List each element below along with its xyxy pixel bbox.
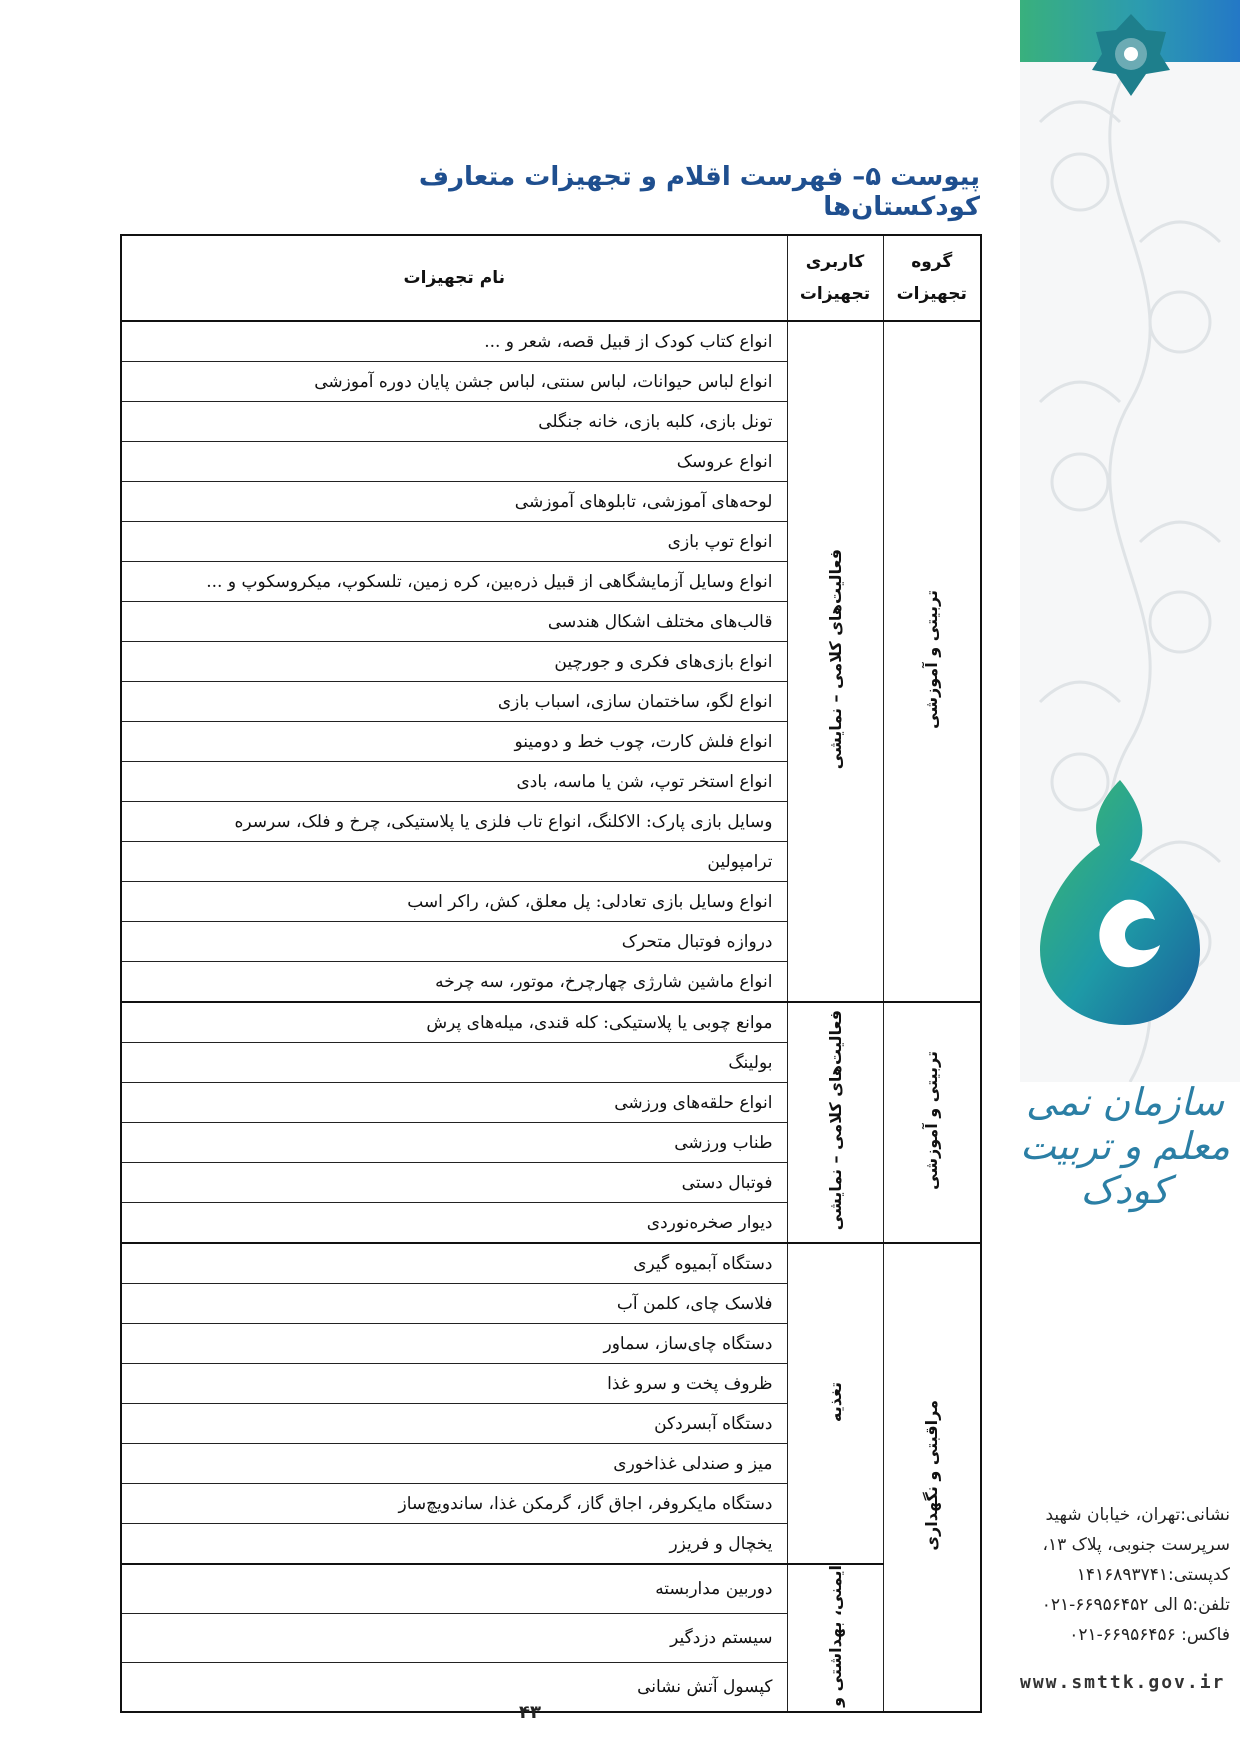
- table-row: [121, 1243, 981, 1284]
- usage-label: فعالیت‌های کلامی – نمایشی: [825, 549, 845, 770]
- item-cell: انواع استخر توپ، شن یا ماسه، بادی: [121, 762, 787, 802]
- page-title: پیوست ۵– فهرست اقلام و تجهیزات متعارف کودکستان‌ها: [418, 162, 980, 222]
- item-cell: طناب ورزشی: [121, 1123, 787, 1163]
- item-cell: دستگاه چای‌ساز، سماور: [121, 1324, 787, 1364]
- item-cell: دستگاه مایکروفر، اجاق گاز، گرمکن غذا، ساندویچ‌ساز: [121, 1484, 787, 1524]
- address-line: سرپرست جنوبی، پلاک ۱۳،: [1042, 1535, 1230, 1555]
- fax-number: فاکس: ۶۶۹۵۶۴۵۶-۰۲۱: [1069, 1625, 1230, 1645]
- item-cell: فلاسک چای، کلمن آب: [121, 1284, 787, 1324]
- usage-cell: [787, 321, 883, 1002]
- header-usage-label: کاربری تجهیزات: [799, 252, 871, 304]
- usage-cell: [787, 1002, 883, 1243]
- item-cell: بولینگ: [121, 1043, 787, 1083]
- group-label: تربیتی و آموزشی: [922, 590, 942, 729]
- item-cell: دستگاه آبسردکن: [121, 1404, 787, 1444]
- item-cell: کپسول آتش نشانی: [121, 1662, 787, 1712]
- page-number: ۴۳: [519, 1702, 541, 1723]
- item-cell: انواع توپ بازی: [121, 522, 787, 562]
- item-cell: انواع بازی‌های فکری و جورچین: [121, 642, 787, 682]
- address-line: نشانی:تهران، خیابان شهید: [1045, 1505, 1230, 1525]
- group-cell: [883, 1243, 981, 1712]
- item-cell: دوربین مداربسته: [121, 1564, 787, 1613]
- phone-number: تلفن:۵ الی ۶۶۹۵۶۴۵۲-۰۲۱: [1041, 1595, 1230, 1615]
- usage-label: تغذیه: [825, 1381, 845, 1422]
- website-link[interactable]: www.smttk.gov.ir: [1020, 1672, 1226, 1693]
- item-cell: انواع عروسک: [121, 442, 787, 482]
- item-cell: انواع حلقه‌های ورزشی: [121, 1083, 787, 1123]
- item-cell: دروازه فوتبال متحرک: [121, 922, 787, 962]
- item-cell: یخچال و فریزر: [121, 1524, 787, 1565]
- item-cell: فوتبال دستی: [121, 1163, 787, 1203]
- organization-logo-icon: [1030, 770, 1210, 1030]
- contact-address: [1020, 1500, 1230, 1650]
- item-cell: دیوار صخره‌نوردی: [121, 1203, 787, 1244]
- equipment-table: [120, 234, 982, 1713]
- header-group: [883, 235, 981, 321]
- item-cell: انواع لباس حیوانات، لباس سنتی، لباس جشن پایان دوره آموزشی: [121, 362, 787, 402]
- item-cell: لوحه‌های آموزشی، تابلوهای آموزشی: [121, 482, 787, 522]
- header-name: [121, 235, 787, 321]
- group-cell: [883, 321, 981, 1002]
- item-cell: انواع وسایل آزمایشگاهی از قبیل ذره‌بین، کره زمین، تلسکوپ، میکروسکوپ و ...: [121, 562, 787, 602]
- header-group-label: گروه تجهیزات: [896, 252, 967, 304]
- usage-cell: [787, 1564, 883, 1712]
- table-row: [121, 1002, 981, 1043]
- item-cell: انواع کتاب کودک از قبیل قصه، شعر و ...: [121, 321, 787, 362]
- emblem-icon: [1086, 10, 1176, 100]
- item-cell: سیستم دزدگیر: [121, 1613, 787, 1662]
- item-cell: انواع وسایل بازی تعادلی: پل معلق، کش، راکر اسب: [121, 882, 787, 922]
- table-header-row: [121, 235, 981, 321]
- organization-name-text: سازمان نمی معلم و تربیت کودک: [1020, 1080, 1230, 1212]
- header-name-label: نام تجهیزات: [403, 268, 505, 288]
- item-cell: ترامپولین: [121, 842, 787, 882]
- usage-cell: [787, 1243, 883, 1564]
- group-cell: [883, 1002, 981, 1243]
- postal-code: کدپستی:۱۴۱۶۸۹۳۷۴۱: [1076, 1565, 1230, 1585]
- table-row: [121, 1564, 981, 1613]
- item-cell: موانع چوبی یا پلاستیکی: کله قندی، میله‌های پرش: [121, 1002, 787, 1043]
- item-cell: انواع لگو، ساختمان سازی، اسباب بازی: [121, 682, 787, 722]
- table-row: [121, 321, 981, 362]
- item-cell: قالب‌های مختلف اشکال هندسی: [121, 602, 787, 642]
- usage-label: ایمنی، بهداشتی و: [825, 1565, 845, 1707]
- group-label: مراقبتی و نگهداری: [922, 1400, 942, 1551]
- item-cell: تونل بازی، کلبه بازی، خانه جنگلی: [121, 402, 787, 442]
- item-cell: وسایل بازی پارک: الاکلنگ، انواع تاب فلزی یا پلاستیکی، چرخ و فلک، سرسره: [121, 802, 787, 842]
- item-cell: انواع ماشین شارژی چهارچرخ، موتور، سه چرخه: [121, 962, 787, 1003]
- item-cell: انواع فلش کارت، چوب خط و دومینو: [121, 722, 787, 762]
- usage-label: فعالیت‌های کلامی – نمایشی: [825, 1010, 845, 1231]
- group-label: تربیتی و آموزشی: [922, 1051, 942, 1190]
- item-cell: ظروف پخت و سرو غذا: [121, 1364, 787, 1404]
- header-usage: [787, 235, 883, 321]
- item-cell: دستگاه آبمیوه گیری: [121, 1243, 787, 1284]
- item-cell: میز و صندلی غذاخوری: [121, 1444, 787, 1484]
- organization-name: [1010, 1050, 1240, 1212]
